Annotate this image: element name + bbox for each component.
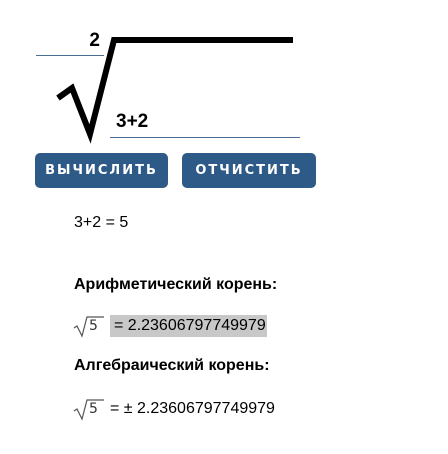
arithmetic-radicand: 5: [89, 318, 98, 334]
algebraic-root-value: = ± 2.23606797749979: [110, 400, 275, 417]
calculate-button[interactable]: ВЫЧИСЛИТЬ: [35, 153, 168, 188]
arithmetic-radical: [72, 314, 106, 338]
arithmetic-root-result: [72, 313, 267, 339]
arithmetic-root-heading: Арифметический корень:: [74, 276, 278, 293]
root-degree-input[interactable]: [36, 26, 104, 56]
algebraic-root-result: [72, 396, 275, 422]
clear-button[interactable]: ОТЧИСТИТЬ: [182, 153, 316, 188]
algebraic-radical: [72, 397, 106, 421]
arithmetic-root-value: = 2.23606797749979: [110, 315, 267, 337]
algebraic-root-heading: Алгебраический корень:: [74, 357, 270, 374]
radicand-input[interactable]: [110, 106, 300, 138]
algebraic-radicand: 5: [89, 401, 98, 417]
evaluated-expression: 3+2 = 5: [74, 214, 129, 231]
